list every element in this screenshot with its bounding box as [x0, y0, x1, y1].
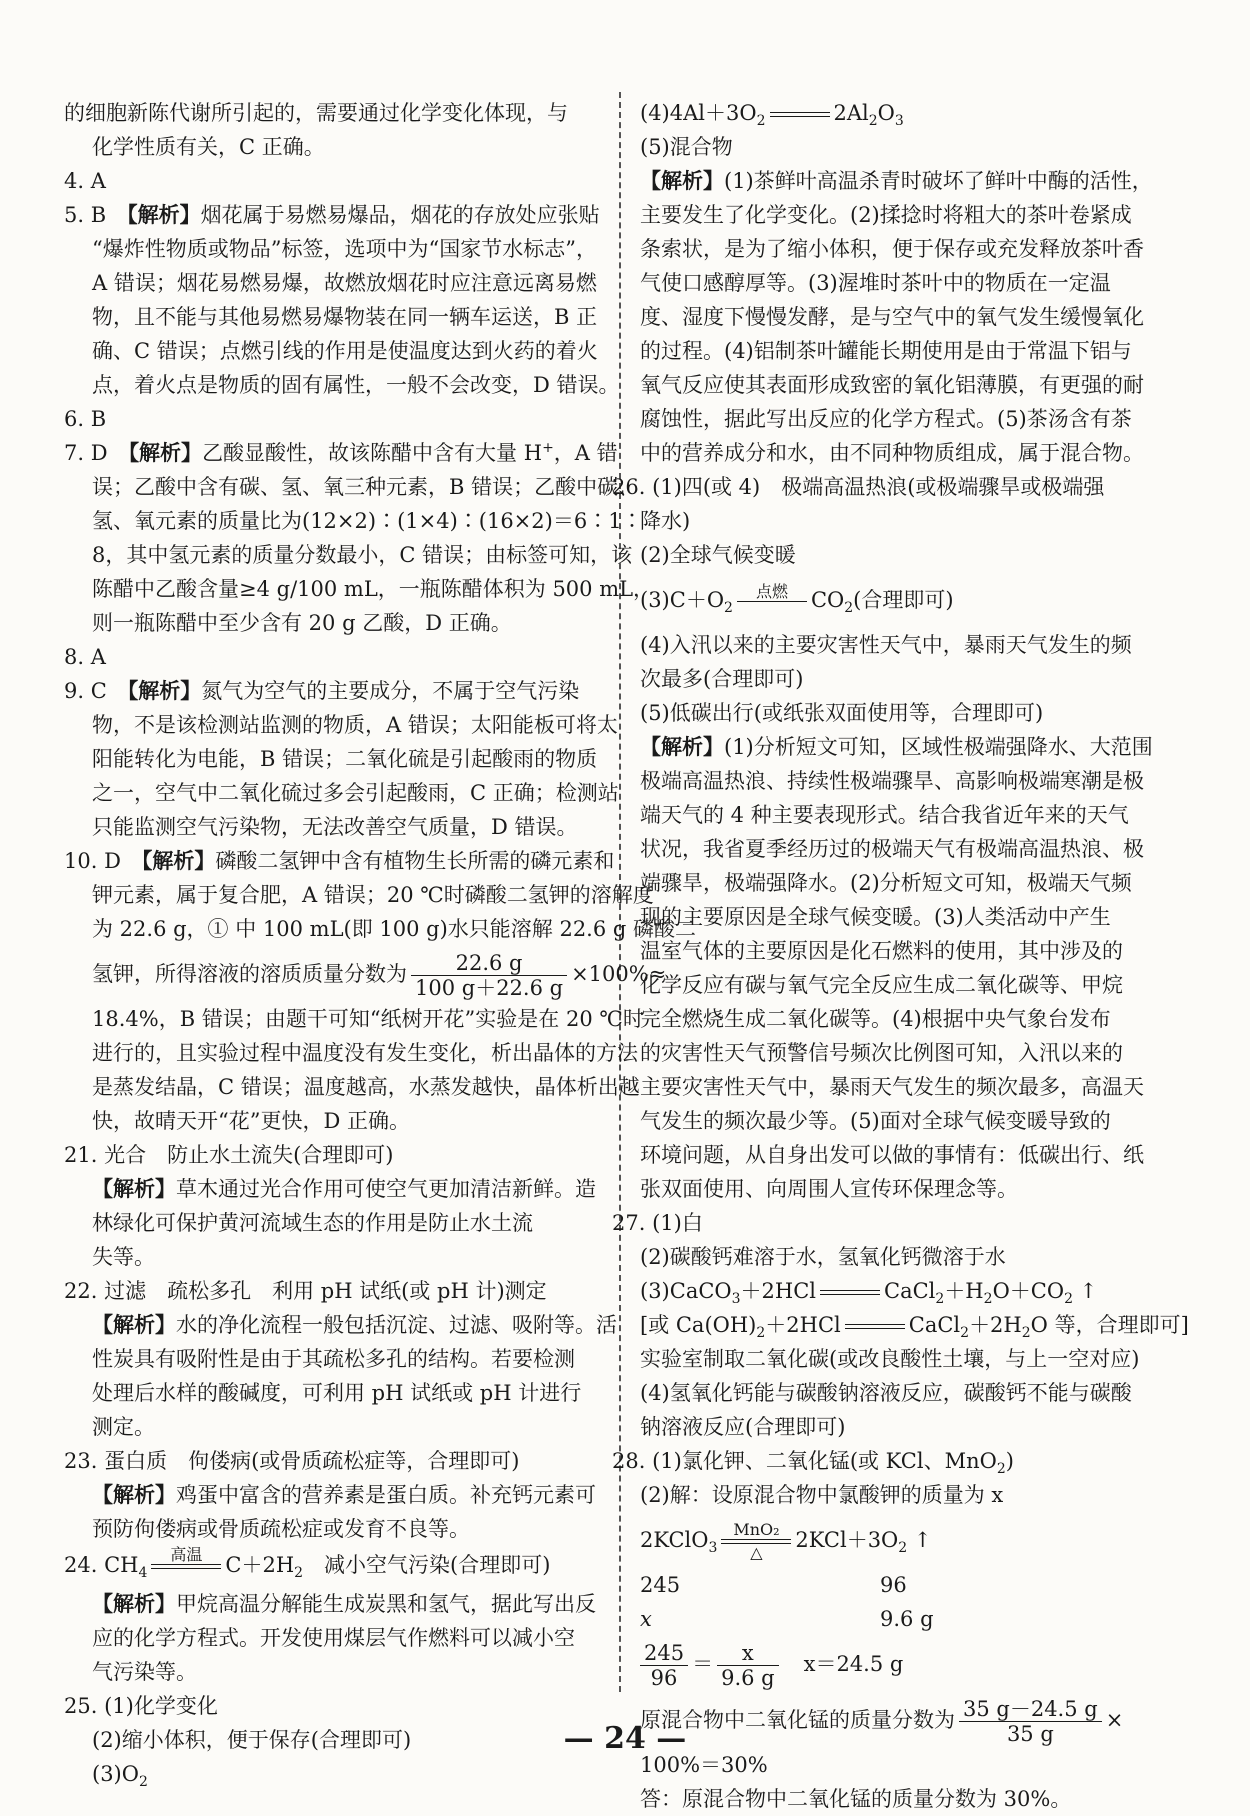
answer-10: 10. D 【解析】磷酸二氢钾中含有植物生长所需的磷元素和 — [64, 849, 615, 873]
answer-5: 5. B 【解析】烟花属于易燃易爆品，烟花的存放处应张贴 — [64, 203, 600, 227]
text-line: 现的主要原因是全球气候变暖。(3)人类活动中产生 — [640, 905, 1111, 929]
analysis-label: 【解析】 — [92, 1483, 176, 1507]
answer-9: 9. C 【解析】氮气为空气的主要成分，不属于空气污染 — [64, 679, 580, 703]
fraction: $\frac{245}{96}$ — [640, 1641, 688, 1690]
text-line: (5)低碳出行(或纸张双面使用等，合理即可) — [640, 701, 1044, 725]
text-line: (5)混合物 — [640, 135, 733, 159]
equation: [或 $Ca(OH)_2+2HCl$ $CaCl_2+2H_2O$ 等，合理即可] — [640, 1313, 1189, 1342]
answer-22: 22. 过滤 疏松多孔 利用 pH 试纸(或 pH 计)测定 — [64, 1279, 547, 1303]
answer-8: 8. A — [64, 645, 106, 669]
text-line: 温室气体的主要原因是化石燃料的使用，其中涉及的 — [640, 939, 1123, 963]
text-line: 化学反应有碳与氧气完全反应生成二氧化碳等、甲烷 — [640, 973, 1123, 997]
text-line: 性炭具有吸附性是由于其疏松多孔的结构。若要检测 — [92, 1347, 575, 1371]
text-line: 则一瓶陈醋中至少含有 20 g 乙酸，D 正确。 — [92, 611, 512, 635]
text-line: 林绿化可保护黄河流域生态的作用是防止水土流 — [92, 1211, 533, 1235]
calc-line: x 9.6 g — [640, 1607, 934, 1631]
answer-6: 6. B — [64, 407, 107, 431]
text-line: 测定。 — [92, 1415, 155, 1439]
text-line: “爆炸性物质或物品”标签，选项中为“国家节水标志”， — [92, 237, 597, 261]
text-line: 极端高温热浪、持续性极端骤旱、高影响极端寒潮是极 — [640, 769, 1144, 793]
fraction: $\frac{22.6 g}{100 g+22.6 g}$ — [411, 951, 567, 1000]
text-line: 应的化学方程式。开发使用煤层气作燃料可以减小空 — [92, 1626, 575, 1650]
text-line: (3)O — [92, 1762, 139, 1786]
text-line: 条索状，是为了缩小体积，便于保存或充发释放茶叶香 — [640, 237, 1144, 261]
text-line: 气污染等。 — [92, 1660, 197, 1684]
analysis-label: 【解析】 — [640, 169, 724, 193]
text-line: (2)解：设原混合物中氯酸钾的质量为 x — [640, 1483, 1004, 1507]
calc-line: 245 96 — [640, 1573, 907, 1597]
text-line: 钾元素，属于复合肥，A 错误；20 ℃时磷酸二氢钾的溶解度 — [92, 883, 654, 907]
text-line: 快，故晴天开“花”更快，D 正确。 — [92, 1109, 410, 1133]
text-line: 的过程。(4)铝制茶叶罐能长期使用是由于常温下铝与 — [640, 339, 1132, 363]
fraction-line: 原混合物中二氧化锰的质量分数为 $\frac{35 g-24.5 g}{35 g}$ × — [640, 1697, 1124, 1746]
text-line: 主要灾害性天气中，暴雨天气发生的频次最多，高温天 — [640, 1075, 1144, 1099]
text-line: 钠溶液反应(合理即可) — [640, 1415, 846, 1439]
text-line: 预防佝偻病或骨质疏松症或发育不良等。 — [92, 1517, 470, 1541]
text-line: 主要发生了化学变化。(2)揉捻时将粗大的茶叶卷紧成 — [640, 203, 1132, 227]
text-line: 只能监测空气污染物，无法改善空气质量，D 错误。 — [92, 815, 578, 839]
analysis-label: 【解析】 — [92, 1177, 176, 1201]
text-line: 气使口感醇厚等。(3)渥堆时茶叶中的物质在一定温 — [640, 271, 1111, 295]
text-line: 次最多(合理即可) — [640, 667, 804, 691]
text-line: 18.4%，B 错误；由题干可知“纸树开花”实验是在 20 ℃时 — [92, 1007, 644, 1031]
text-line: 误；乙酸中含有碳、氢、氧三种元素，B 错误；乙酸中碳、 — [92, 475, 640, 499]
answer-28: 28. (1)氯化钾、二氧化锰(或 KCl、MnO$_2$) — [612, 1449, 1014, 1478]
text-line: 端天气的 4 种主要表现形式。结合我省近年来的天气 — [640, 803, 1129, 827]
answer-23: 23. 蛋白质 佝偻病(或骨质疏松症等，合理即可) — [64, 1449, 520, 1473]
text-line: 陈醋中乙酸含量≥4 g/100 mL，一瓶陈醋体积为 500 mL， — [92, 577, 655, 601]
answer-21: 21. 光合 防止水土流失(合理即可) — [64, 1143, 394, 1167]
text-line: 的细胞新陈代谢所引起的，需要通过化学变化体现，与 — [64, 101, 568, 125]
text-line: 阳能转化为电能，B 错误；二氧化硫是引起酸雨的物质 — [92, 747, 598, 771]
text-line: 100%＝30% — [640, 1753, 768, 1777]
reaction-condition: 点燃 — [737, 583, 807, 620]
text-line: (2)全球气候变暖 — [640, 543, 796, 567]
text-line: 物，且不能与其他易燃易爆物装在同一辆车运送，B 正 — [92, 305, 598, 329]
fraction-line: 氢钾，所得溶液的溶质质量分数为 $\frac{22.6 g}{100 g+22.6 g}$ ×100%≈ — [92, 951, 667, 1000]
text-line: 点，着火点是物质的固有属性，一般不会改变，D 错误。 — [92, 373, 620, 397]
text-line: 状况，我省夏季经历过的极端天气有极端高温热浪、极 — [640, 837, 1144, 861]
answer-24: 24. $CH_4$ 高温 $C+2H_2$ 减小空气污染(合理即可) — [64, 1546, 604, 1587]
text-line: 答：原混合物中二氧化锰的质量分数为 30%。 — [640, 1787, 1072, 1811]
text-line: 度、湿度下慢慢发酵，是与空气中的氧气发生缓慢氧化 — [640, 305, 1144, 329]
text-line: 8，其中氢元素的质量分数最小，C 错误；由标签可知，该 — [92, 543, 633, 567]
text-line: A 错误；烟花易燃易爆，故燃放烟花时应注意远离易燃 — [92, 271, 597, 295]
text-line: 氧气反应使其表面形成致密的氧化铝薄膜，有更强的耐 — [640, 373, 1144, 397]
text-line: 气发生的频次最少等。(5)面对全球气候变暖导致的 — [640, 1109, 1111, 1133]
text-line: 氢、氧元素的质量比为(12×2)∶(1×4)∶(16×2)＝6∶1∶ — [92, 509, 643, 533]
equation: (3)CaCO$_3$＋2HCl $CaCl_2+H_2O+CO_2$ ↑ — [640, 1279, 1098, 1308]
text-line: 腐蚀性，据此写出反应的化学方程式。(5)茶汤含有茶 — [640, 407, 1132, 431]
equation: (4)4Al＋3O — [640, 101, 757, 125]
page-number: — 24 — — [563, 1721, 687, 1756]
text-line: (2)缩小体积，便于保存(合理即可) — [92, 1728, 412, 1752]
text-line: 之一，空气中二氧化硫过多会引起酸雨，C 正确；检测站 — [92, 781, 619, 805]
text-line: 进行的，且实验过程中温度没有发生变化，析出晶体的方法 — [92, 1041, 638, 1065]
equation: 2KClO$_3$ MnO₂ △ $2KCl+3O_2$ ↑ — [640, 1520, 932, 1562]
text-line: 张双面使用、向周围人宣传环保理念等。 — [640, 1177, 1018, 1201]
text-line: 确、C 错误；点燃引线的作用是使温度达到火药的着火 — [92, 339, 598, 363]
answer-4: 4. A — [64, 169, 106, 193]
reaction-condition: 高温 — [151, 1546, 221, 1587]
text-line: 处理后水样的酸碱度，可利用 pH 试纸或 pH 计进行 — [92, 1381, 582, 1405]
text-line: 中的营养成分和水，由不同种物质组成，属于混合物。 — [640, 441, 1144, 465]
reaction-condition: MnO₂ △ — [721, 1521, 791, 1562]
analysis-label: 【解析】 — [640, 735, 724, 759]
right-column: $(4)4Al+3O_2$ $2Al_2O_3$ (5)混合物 【解析】(1)茶鲜叶高温杀青时破坏了鲜叶中酶的活性， 主要发生了化学变化。(2)揉捻时将粗大的茶叶卷紧成 条索状，是为了缩小体积，便于保存或充发释放茶叶香 气使口感醇厚等。(3)渥堆时茶叶中的物质在一定温 度、湿度下慢慢发酵，是与空气中的氧气发生缓慢氧化 的过程。(4)铝制茶叶罐能长期使用是由于常温下铝与 氧气反应使其表面形成致密的氧化铝薄膜，有更强的耐 腐蚀性，据此写出反应的化学方程式。(5)茶汤含有茶 中的营养成分和水，由不同种物质组成，属于混合物。 26. (1)四(或 4) 极端高温热浪(或极端骤旱或极端强 降水) (2)全球气候变暖 $(3)C+O_2$ 点燃 $CO_2$(合理即可) (4)入汛以来的主要灾害性天气中，暴雨天气发生的频 次最多(合理即可) (5)低碳出行(或纸张双面使用等，合理即可) 【解析】(1)分析短文可知，区域性极端强降水、大范围 极端高温热浪、持续性极端骤旱、高影响极端寒潮是极 端天气的 4 种主要表现形式。结合我省近年来的天气 状况，我省夏季经历过的极端天气有极端高温热浪、极 端骤旱，极端强降水。(2)分析短文可知，极端天气频 现的主要原因是全球气候变暖。(3)人类活动中产生 温室气体的主要原因是化石燃料的使用，其中涉及的 化学反应有碳与氧气完全反应生成二氧化碳等、甲烷 完全燃烧生成二氧化碳等。(4)根据中央气象台发布 的灾害性天气预警信号频次比例图可知，入汛以来的 主要灾害性天气中，暴雨天气发生的频次最多，高温天 气发生的频次最少等。(5)面对全球气候变暖导致的 环境问题，从自身出发可以做的事情有：低碳出行、纸 张双面使用、向周围人宣传环保理念等。 27. (1)白 (2)碳酸钙难溶于水，氢氧化钙微溶于水 (3)CaCO$_3$＋2HCl $CaCl_2+H_2O+CO_2$ ↑ [或 $Ca(OH)_2+2HCl$ $CaCl_2+2H_2O$ 等，合理即可] 实验室制取二氧化碳(或改良酸性土壤，与上一空对应) (4)氢氧化钙能与碳酸钠溶液反应，碳酸钙不能与碳酸 钠溶液反应(合理即可) 28. (1)氯化钾、二氧化锰(或 KCl、MnO$_2$) (2)解：设原混合物中氯酸钾的质量为 x 2KClO$_3$ MnO₂ △ $2KCl+3O_2$ ↑ 245 96 x 9.6 g $\frac{245}{96}$ ＝ $\frac{x}{9.6 g}$ x＝24.5 g 原混合物中二氧化锰的质量分数为 $\frac{35 g-24.5 g}{35 g}$ × 100%＝30% 答：原混合物中二氧化锰的质量分数为 30%。 — [640, 96, 1188, 1816]
left-column: 的细胞新陈代谢所引起的，需要通过化学变化体现，与 化学性质有关，C 正确。 4. A 5. B 【解析】烟花属于易燃易爆品，烟花的存放处应张贴 “爆炸性物质或物品”标签，选项中为“国家节水标志”， A 错误；烟花易燃易爆，故燃放烟花时应注意远离易燃 物，且不能与其他易燃易爆物装在同一辆车运送，B 正 确、C 错误；点燃引线的作用是使温度达到火药的着火 点，着火点是物质的固有属性，一般不会改变，D 错误。 6. B 7. D 【解析】乙酸显酸性，故该陈醋中含有大量 H+，A 错 误；乙酸中含有碳、氢、氧三种元素，B 错误；乙酸中碳、 氢、氧元素的质量比为(12×2)∶(1×4)∶(16×2)＝6∶1∶ 8，其中氢元素的质量分数最小，C 错误；由标签可知，该 陈醋中乙酸含量≥4 g/100 mL，一瓶陈醋体积为 500 mL， 则一瓶陈醋中至少含有 20 g 乙酸，D 正确。 8. A 9. C 【解析】氮气为空气的主要成分，不属于空气污染 物，不是该检测站监测的物质，A 错误；太阳能板可将太 阳能转化为电能，B 错误；二氧化硫是引起酸雨的物质 之一，空气中二氧化硫过多会引起酸雨，C 正确；检测站 只能监测空气污染物，无法改善空气质量，D 错误。 10. D 【解析】磷酸二氢钾中含有植物生长所需的磷元素和 钾元素，属于复合肥，A 错误；20 ℃时磷酸二氢钾的溶解度 为 22.6 g，① 中 100 mL(即 100 g)水只能溶解 22.6 g 磷酸二 氢钾，所得溶液的溶质质量分数为 $\frac{22.6 g}{100 g+22.6 g}$ ×100%≈ 18.4%，B 错误；由题干可知“纸树开花”实验是在 20 ℃时 进行的，且实验过程中温度没有发生变化，析出晶体的方法 是蒸发结晶，C 错误；温度越高，水蒸发越快，晶体析出越 快，故晴天开“花”更快，D 正确。 21. 光合 防止水土流失(合理即可) 【解析】草木通过光合作用可使空气更加清洁新鲜。造 林绿化可保护黄河流域生态的作用是防止水土流 失等。 22. 过滤 疏松多孔 利用 pH 试纸(或 pH 计)测定 【解析】水的净化流程一般包括沉淀、过滤、吸附等。活 性炭具有吸附性是由于其疏松多孔的结构。若要检测 处理后水样的酸碱度，可利用 pH 试纸或 pH 计进行 测定。 23. 蛋白质 佝偻病(或骨质疏松症等，合理即可) 【解析】鸡蛋中富含的营养素是蛋白质。补充钙元素可 预防佝偻病或骨质疏松症或发育不良等。 24. $CH_4$ 高温 $C+2H_2$ 减小空气污染(合理即可) 【解析】甲烷高温分解能生成炭黑和氢气，据此写出反 应的化学方程式。开发使用煤层气作燃料可以减小空 气污染等。 25. (1)化学变化 (2)缩小体积，便于保存(合理即可) $(3)O_2$ — [64, 96, 604, 1791]
text-line: 完全燃烧生成二氧化碳等。(4)根据中央气象台发布 — [640, 1007, 1111, 1031]
text-line: 降水) — [640, 509, 691, 533]
equation: $(3)C+O_2$ 点燃 $CO_2$(合理即可) — [640, 572, 1188, 628]
text-line: (4)入汛以来的主要灾害性天气中，暴雨天气发生的频 — [640, 633, 1132, 657]
text-line: (4)氢氧化钙能与碳酸钠溶液反应，碳酸钙不能与碳酸 — [640, 1381, 1132, 1405]
text-line: 的灾害性天气预警信号频次比例图可知，入汛以来的 — [640, 1041, 1123, 1065]
fraction: $\frac{35 g-24.5 g}{35 g}$ — [959, 1697, 1102, 1746]
text-line: (2)碳酸钙难溶于水，氢氧化钙微溶于水 — [640, 1245, 1006, 1269]
text-line: 实验室制取二氧化碳(或改良酸性土壤，与上一空对应) — [640, 1347, 1140, 1371]
text-line: 物，不是该检测站监测的物质，A 错误；太阳能板可将太 — [92, 713, 618, 737]
fraction-line: $\frac{245}{96}$ ＝ $\frac{x}{9.6 g}$ x＝24.5 g — [640, 1636, 1188, 1692]
text-line: 环境问题，从自身出发可以做的事情有：低碳出行、纸 — [640, 1143, 1144, 1167]
text-line: 化学性质有关，C 正确。 — [92, 135, 325, 159]
analysis-label: 【解析】 — [92, 1592, 176, 1616]
analysis-label: 【解析】 — [92, 1313, 176, 1337]
text-line: 是蒸发结晶，C 错误；温度越高，水蒸发越快，晶体析出越 — [92, 1075, 640, 1099]
answer-25: 25. (1)化学变化 — [64, 1694, 218, 1718]
answer-26: 26. (1)四(或 4) 极端高温热浪(或极端骤旱或极端强 — [612, 475, 1105, 499]
text-line: 为 22.6 g，① 中 100 mL(即 100 g)水只能溶解 22.6 g 磷酸二 — [92, 917, 697, 941]
fraction: $\frac{x}{9.6 g}$ — [717, 1641, 779, 1690]
text-line: 端骤旱，极端强降水。(2)分析短文可知，极端天气频 — [640, 871, 1132, 895]
answer-27: 27. (1)白 — [612, 1211, 703, 1235]
text-line: 失等。 — [92, 1245, 155, 1269]
answer-7: 7. D 【解析】乙酸显酸性，故该陈醋中含有大量 H+，A 错 — [64, 440, 618, 465]
